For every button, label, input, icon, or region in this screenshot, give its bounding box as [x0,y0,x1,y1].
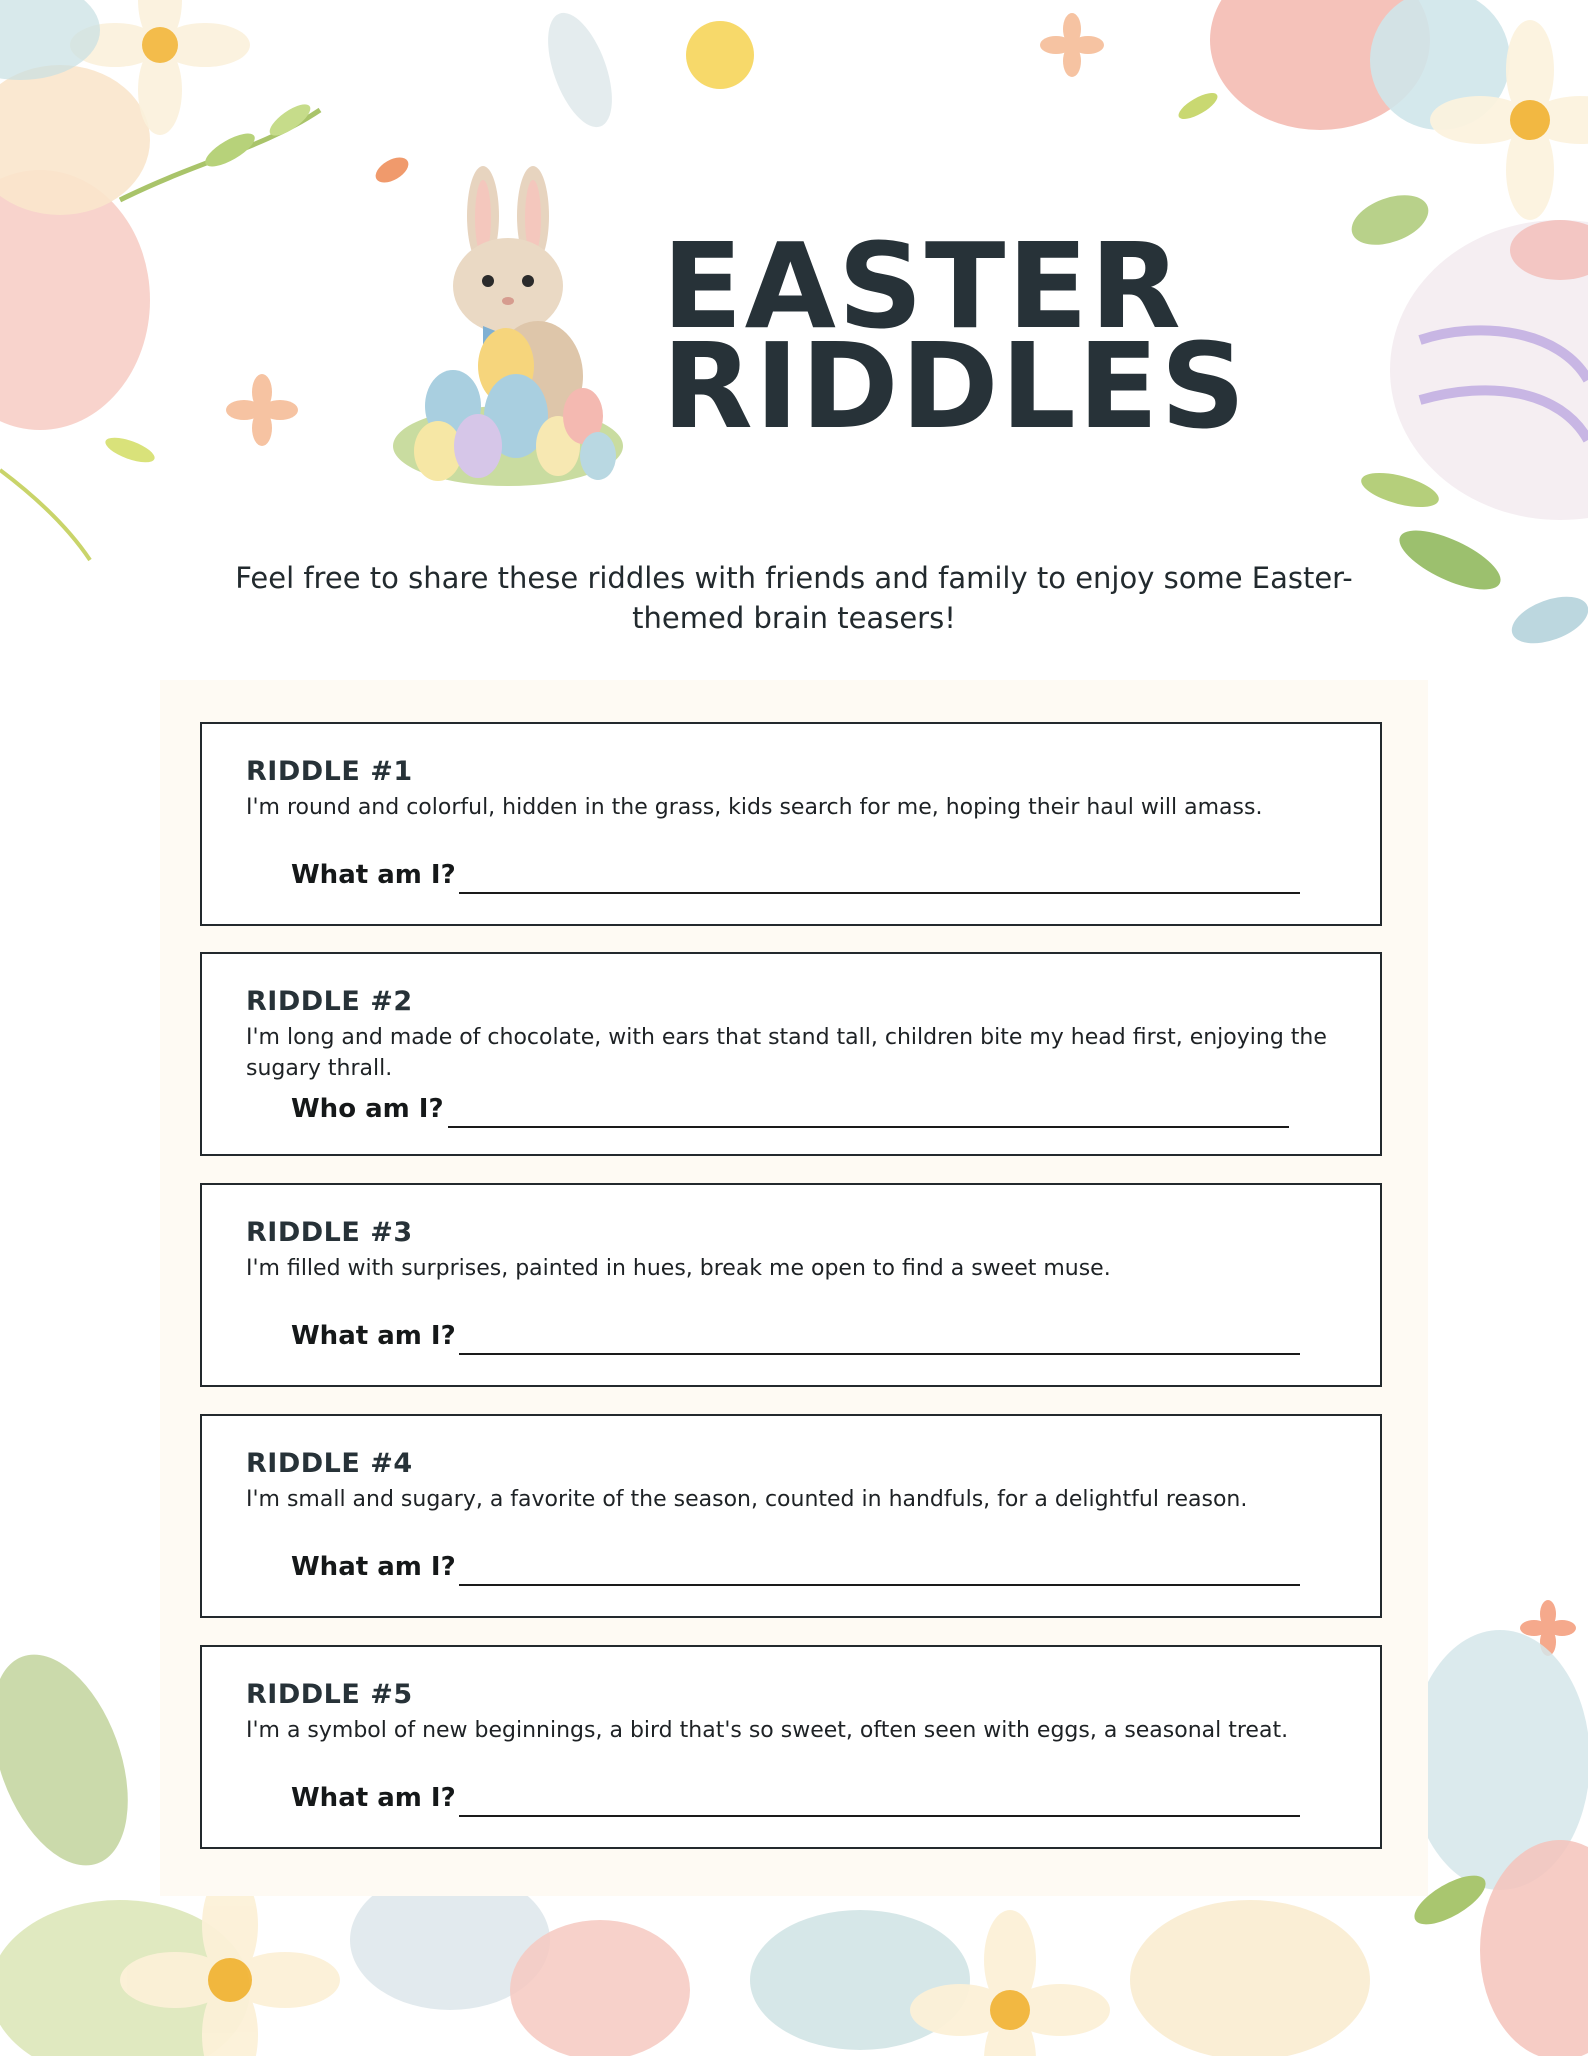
answer-line[interactable] [448,1126,1289,1128]
riddle-text: I'm round and colorful, hidden in the grass, kids search for me, hoping their haul will amass. [246,795,1263,820]
answer-line[interactable] [459,1353,1300,1355]
answer-prompt: What am I? [291,1321,456,1351]
riddle-title: RIDDLE #3 [246,1217,413,1248]
answer-prompt: What am I? [291,1552,456,1582]
riddle-title: RIDDLE #2 [246,986,413,1017]
riddle-text: I'm filled with surprises, painted in hues, break me open to find a sweet muse. [246,1256,1111,1281]
page-title [662,217,1248,455]
answer-line[interactable] [459,892,1300,894]
answer-row [291,1094,1291,1134]
riddle-card-3 [200,1183,1382,1387]
answer-prompt: What am I? [291,860,456,890]
riddle-card-4 [200,1414,1382,1618]
answer-prompt: Who am I? [291,1094,444,1124]
riddle-title: RIDDLE #5 [246,1679,413,1710]
answer-row [291,1552,1291,1592]
answer-line[interactable] [459,1584,1300,1586]
bunny-with-eggs-illustration [388,166,628,496]
riddle-title: RIDDLE #1 [246,756,413,787]
answer-row [291,860,1291,900]
answer-prompt: What am I? [291,1783,456,1813]
intro-text: Feel free to share these riddles with friends and family to enjoy some Easter-themed brain teasers! [235,561,1353,635]
riddle-text: I'm long and made of chocolate, with ears that stand tall, children bite my head first, enjoying the sugary thrall. [246,1025,1327,1081]
title-line-2: RIDDLES [662,317,1248,455]
riddle-card-2 [200,952,1382,1156]
riddle-text: I'm a symbol of new beginnings, a bird that's so sweet, often seen with eggs, a seasonal treat. [246,1718,1289,1743]
answer-row [291,1783,1291,1823]
title-line-1: EASTER [662,217,1183,355]
riddle-card-5 [200,1645,1382,1849]
answer-row [291,1321,1291,1361]
riddle-title: RIDDLE #4 [246,1448,413,1479]
riddle-text: I'm small and sugary, a favorite of the season, counted in handfuls, for a delightful reason. [246,1487,1248,1512]
riddle-card-1 [200,722,1382,926]
answer-line[interactable] [459,1815,1300,1817]
